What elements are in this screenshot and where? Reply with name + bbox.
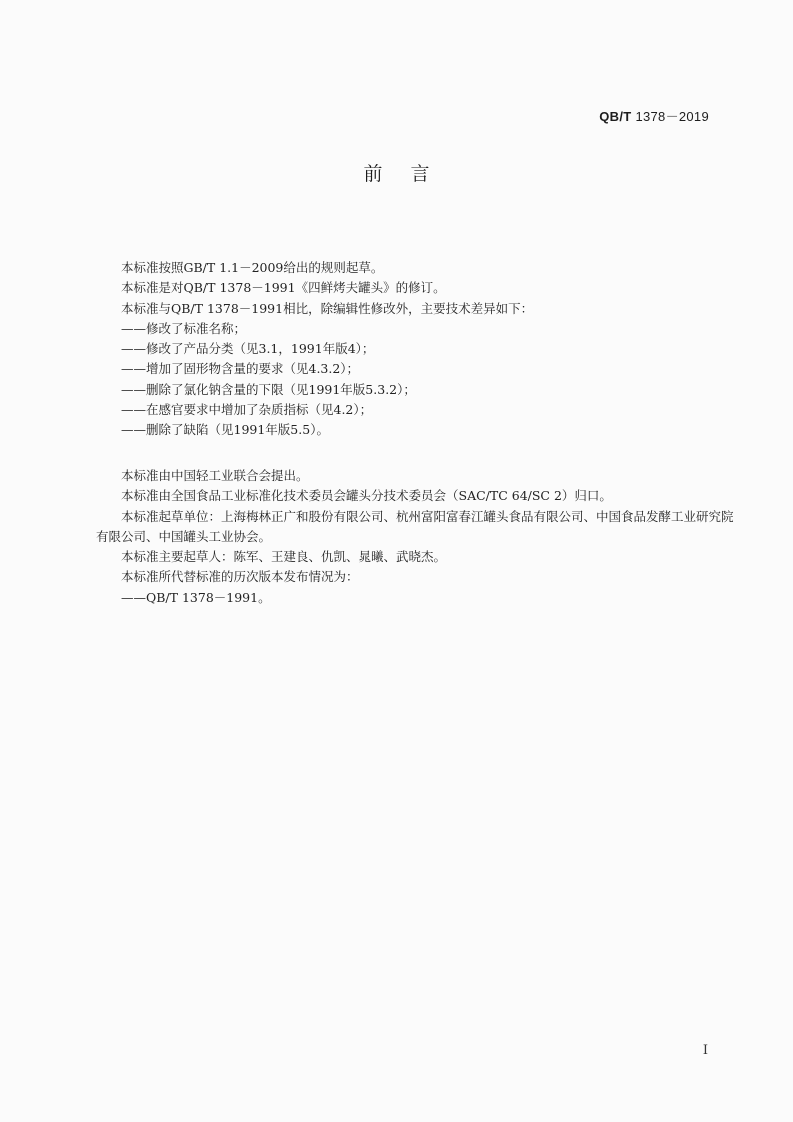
difference-item: ——修改了产品分类（见3.1，1991年版4）； (121, 341, 375, 357)
revision-line: 本标准是对QB/T 1378－1991《四鲜烤夫罐头》的修订。 (121, 280, 446, 296)
foreword-section-organization (96, 466, 736, 608)
drafting-units-paragraph: 本标准起草单位：上海梅林正广和股份有限公司、杭州富阳富春江罐头食品有限公司、中国食品发酵工业研究院有限公司、中国罐头工业协会。 (96, 508, 734, 544)
difference-item: ——删除了氯化钠含量的下限（见1991年版5.3.2）； (121, 381, 416, 397)
difference-item: ——删除了缺陷（见1991年版5.5）。 (121, 422, 329, 438)
standard-code (599, 106, 709, 125)
standard-code-prefix: QB/T (599, 109, 632, 124)
main-drafters-line: 本标准主要起草人：陈军、王建良、仇凯、晁曦、武晓杰。 (121, 549, 447, 565)
history-intro-line: 本标准所代替标准的历次版本发布情况为： (121, 569, 359, 585)
page-title: 前言 (363, 163, 458, 185)
foreword-section-differences (96, 258, 736, 441)
drafting-rule-line: 本标准按照GB/T 1.1－2009给出的规则起草。 (121, 260, 384, 275)
page-number: I (702, 1043, 708, 1058)
standard-code-number: 1378－2019 (635, 109, 709, 124)
difference-item: ——在感官要求中增加了杂质指标（见4.2）； (121, 402, 373, 418)
difference-item: ——修改了标准名称； (121, 320, 247, 336)
centralized-by-line: 本标准由全国食品工业标准化技术委员会罐头分技术委员会（SAC/TC 64/SC 2）归口。 (121, 488, 612, 504)
history-item: ——QB/T 1378－1991。 (121, 589, 271, 605)
differences-intro-line: 本标准与QB/T 1378－1991相比，除编辑性修改外，主要技术差异如下： (121, 300, 534, 316)
proposed-by-line: 本标准由中国轻工业联合会提出。 (121, 468, 309, 483)
difference-item: ——增加了固形物含量的要求（见4.3.2）； (121, 361, 360, 377)
